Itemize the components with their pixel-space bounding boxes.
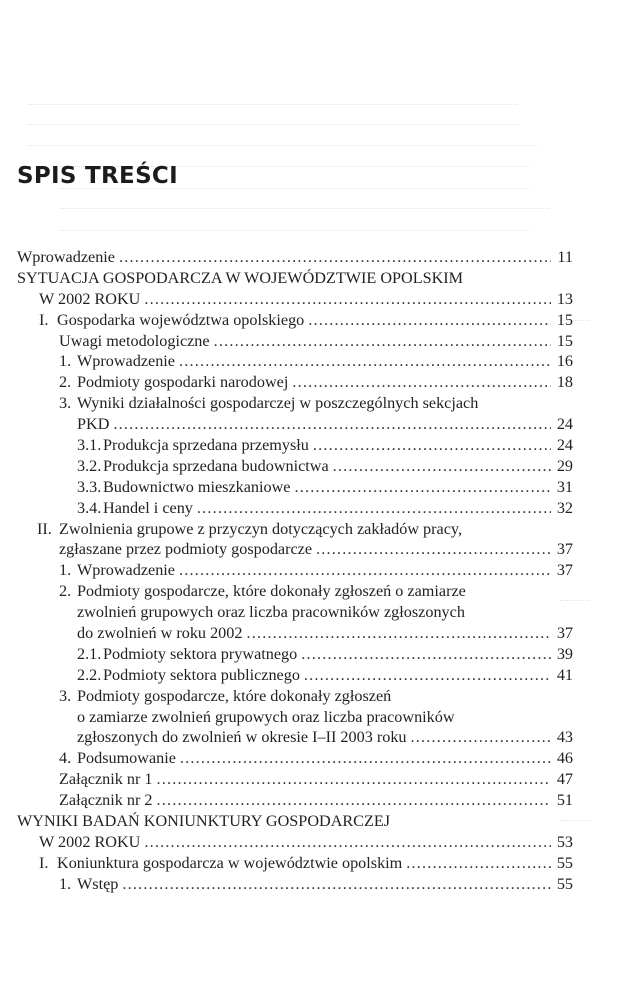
toc-entry-title: Uwagi metodologiczne <box>59 331 210 350</box>
toc-page-number: 39 <box>556 644 573 663</box>
toc-page-number: 41 <box>556 665 573 684</box>
toc-entry-text: Podmioty sektora prywatnego <box>103 644 298 663</box>
toc-entry-title <box>59 874 118 895</box>
toc-entry-number: 1. <box>59 874 72 893</box>
toc-entry[interactable] <box>17 644 573 665</box>
dot-leader <box>313 435 551 456</box>
dot-leader <box>180 748 551 769</box>
toc-entry-number: 3.2. <box>77 456 102 475</box>
toc-entry-text: Wyniki działalności gospodarczej w poszczególnych sekcjach <box>77 394 479 413</box>
dot-leader <box>197 498 551 519</box>
toc-entry-title <box>59 560 175 581</box>
toc-page-number: 53 <box>556 832 573 851</box>
toc-entry-number: 3. <box>59 686 72 705</box>
toc-entry[interactable] <box>17 435 573 456</box>
toc-entry-text: Podmioty gospodarki narodowej <box>77 373 289 392</box>
dot-leader <box>333 456 551 477</box>
toc-entry <box>17 686 573 707</box>
toc-entry[interactable] <box>17 372 573 393</box>
toc-page-number: 37 <box>556 540 573 559</box>
toc-entry[interactable] <box>17 832 573 853</box>
toc-entry[interactable] <box>17 310 573 331</box>
toc-entry-title <box>39 310 304 331</box>
toc-page-number: 37 <box>556 561 573 580</box>
toc-entry-title: zgłoszonych do zwolnień w okresie I–II 2003 roku <box>77 728 407 747</box>
toc-entry-text: Zwolnienia grupowe z przyczyn dotyczących zakładów pracy, <box>59 519 463 538</box>
toc-page-number: 46 <box>556 749 573 768</box>
dot-leader <box>294 477 551 498</box>
toc-entry[interactable] <box>17 456 573 477</box>
toc-entry-number: 1. <box>59 352 72 371</box>
toc-entry[interactable] <box>17 727 573 748</box>
toc-entry-number: 2.1. <box>77 644 102 663</box>
toc-entry-text: Wprowadzenie <box>77 352 175 371</box>
toc-entry[interactable] <box>17 665 573 686</box>
toc-entry-number: II. <box>37 519 52 538</box>
toc-entry-number: 2.2. <box>77 665 102 684</box>
dot-leader <box>144 289 551 310</box>
dot-leader <box>246 623 551 644</box>
toc-page-number: 43 <box>556 728 573 747</box>
toc-page-number: 37 <box>556 624 573 643</box>
toc-entry-title <box>77 477 290 498</box>
toc-entry-text: Koniunktura gospodarcza w województwie opolskim <box>57 853 403 872</box>
toc-entry[interactable] <box>17 539 573 560</box>
toc-entry-title: W 2002 ROKU <box>39 289 141 308</box>
toc-page-number: 47 <box>556 770 573 789</box>
toc-entry-number: 3.1. <box>77 436 102 455</box>
toc-page-number: 55 <box>556 874 573 893</box>
toc-page-number: 13 <box>556 289 573 308</box>
toc-page-number: 11 <box>557 248 573 266</box>
toc-entry-text: Produkcja sprzedana budownictwa <box>103 456 329 475</box>
toc-entry-text: Podmioty gospodarcze, które dokonały zgłoszeń <box>77 686 392 705</box>
toc-entry-title <box>59 687 391 705</box>
toc-entry-title <box>59 748 176 769</box>
dot-leader <box>301 644 551 665</box>
toc-entry[interactable] <box>17 414 573 435</box>
toc-entry-title: Załącznik nr 1 <box>59 770 153 789</box>
toc-entry-text: Podmioty gospodarcze, które dokonały zgłoszeń o zamiarze <box>77 582 466 601</box>
toc-entry-title <box>77 456 329 477</box>
dot-leader <box>179 560 551 581</box>
toc-page-number: 15 <box>556 310 573 329</box>
toc-entry-title <box>77 435 309 456</box>
toc-entry-title <box>59 351 175 372</box>
toc-entry-text: Gospodarka województwa opolskiego <box>57 310 305 329</box>
dot-leader <box>119 247 551 268</box>
toc-entry[interactable] <box>17 748 573 769</box>
toc-entry-text: Wstęp <box>77 874 119 893</box>
toc-entry-number: I. <box>39 853 49 872</box>
toc-entry <box>17 602 573 623</box>
dot-leader <box>156 790 551 811</box>
toc-entry <box>17 811 573 832</box>
toc-entry[interactable] <box>17 560 573 581</box>
toc-entry-text: Handel i ceny <box>103 498 193 517</box>
toc-entry-title <box>59 582 466 600</box>
toc-entry-title: Wprowadzenie <box>17 248 115 266</box>
toc-page-number: 51 <box>556 791 573 810</box>
toc-entry <box>17 581 573 602</box>
toc-entry-title: do zwolnień w roku 2002 <box>77 624 243 643</box>
toc-page-number: 55 <box>556 853 573 872</box>
dot-leader <box>308 310 551 331</box>
toc-entry-title <box>77 498 193 519</box>
toc-entry-number: 1. <box>59 561 72 580</box>
toc-entry[interactable] <box>17 790 573 811</box>
dot-leader <box>113 414 551 435</box>
toc-entry-title: WYNIKI BADAŃ KONIUNKTURY GOSPODARCZEJ <box>17 812 391 831</box>
toc-page-number: 15 <box>556 331 573 350</box>
toc-entry[interactable] <box>17 874 573 895</box>
table-of-contents <box>17 247 573 895</box>
toc-entry-title <box>39 853 402 874</box>
toc-entry <box>17 707 573 728</box>
toc-entry-title: W 2002 ROKU <box>39 832 141 851</box>
toc-entry-title: Załącznik nr 2 <box>59 791 153 810</box>
dot-leader <box>214 331 551 352</box>
toc-entry-number: 4. <box>59 749 72 768</box>
dot-leader <box>179 351 551 372</box>
dot-leader <box>316 539 551 560</box>
toc-entry-title <box>59 372 288 393</box>
toc-entry[interactable] <box>17 351 573 372</box>
toc-entry-number: 3.3. <box>77 477 102 496</box>
toc-entry-number: I. <box>39 310 49 329</box>
dot-leader <box>144 832 551 853</box>
toc-page-number: 32 <box>556 498 573 517</box>
toc-entry[interactable] <box>17 477 573 498</box>
dot-leader <box>406 853 551 874</box>
toc-page-number: 24 <box>556 436 573 455</box>
toc-entry[interactable] <box>17 247 573 268</box>
toc-entry-title <box>59 394 478 412</box>
toc-entry-title: o zamiarze zwolnień grupowych oraz liczba pracowników <box>77 707 455 726</box>
toc-entry <box>17 393 573 414</box>
toc-entry <box>17 268 573 289</box>
toc-page-number: 31 <box>556 477 573 496</box>
dot-leader <box>122 874 551 895</box>
toc-entry-text: Podmioty sektora publicznego <box>103 665 300 684</box>
toc-entry-title: PKD <box>77 415 110 434</box>
toc-entry[interactable] <box>17 289 573 310</box>
toc-entry[interactable] <box>17 769 573 790</box>
dot-leader <box>292 372 551 393</box>
toc-entry-title <box>37 520 462 538</box>
toc-entry-text: Budownictwo mieszkaniowe <box>103 477 291 496</box>
toc-entry-title <box>77 644 297 665</box>
toc-entry-text: Wprowadzenie <box>77 561 175 580</box>
toc-page-number: 16 <box>556 352 573 371</box>
toc-entry-number: 2. <box>59 582 72 601</box>
toc-page-number: 29 <box>556 456 573 475</box>
dot-leader <box>411 727 551 748</box>
toc-entry-text: Produkcja sprzedana przemysłu <box>103 436 309 455</box>
toc-entry-title: zwolnień grupowych oraz liczba pracowników zgłoszonych <box>77 603 465 622</box>
toc-entry[interactable] <box>17 331 573 352</box>
dot-leader <box>304 665 551 686</box>
page-title: SPIS TREŚCI <box>17 163 178 189</box>
toc-page-number: 24 <box>556 415 573 434</box>
toc-entry-number: 3.4. <box>77 498 102 517</box>
toc-entry-title <box>77 665 300 686</box>
dot-leader <box>156 769 551 790</box>
toc-entry-number: 3. <box>59 394 72 413</box>
toc-page-number: 18 <box>556 373 573 392</box>
toc-entry <box>17 519 573 540</box>
toc-entry[interactable] <box>17 623 573 644</box>
toc-entry[interactable] <box>17 853 573 874</box>
toc-entry-title: zgłaszane przez podmioty gospodarcze <box>59 540 313 559</box>
toc-entry-number: 2. <box>59 373 72 392</box>
toc-entry[interactable] <box>17 498 573 519</box>
toc-entry-title: SYTUACJA GOSPODARCZA W WOJEWÓDZTWIE OPOLSKIM <box>17 268 464 287</box>
toc-entry-text: Podsumowanie <box>77 749 176 768</box>
